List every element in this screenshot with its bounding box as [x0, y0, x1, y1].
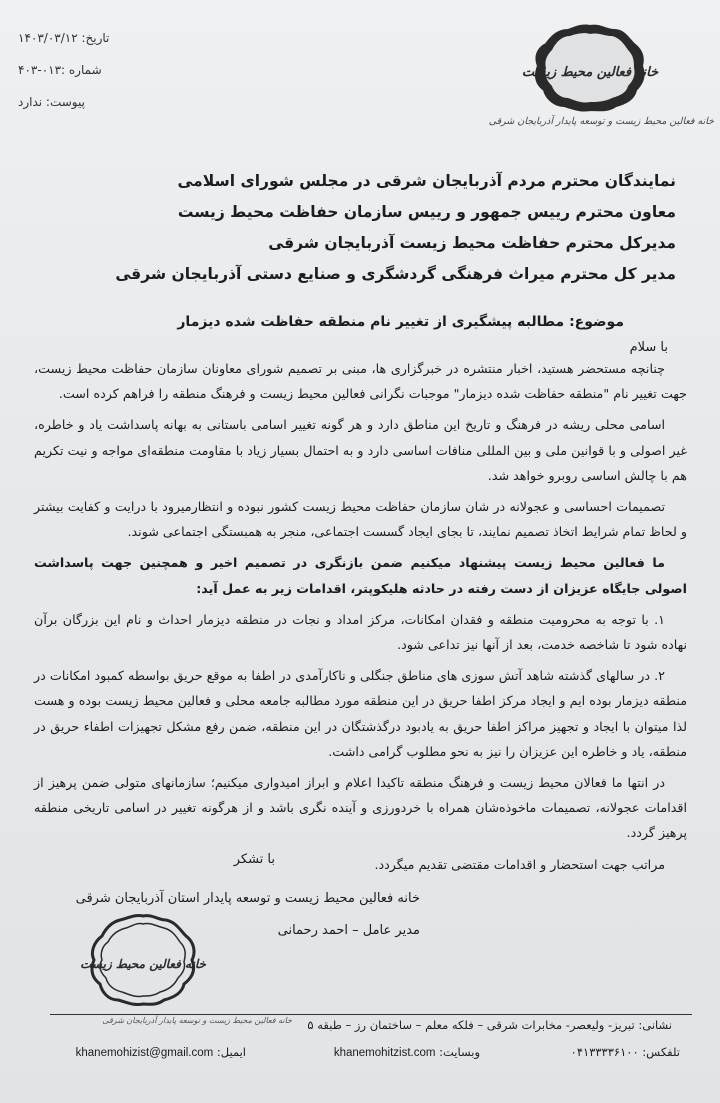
body-paragraph: ما فعالین محیط زیست پیشنهاد میکنیم ضمن بازنگری در تصمیم اخیر و همچنین جهت پاسداشت اصولی جایگاه عزیزان از دست رفته در حادثه هلیکوپتر، اقدامات زیر به عمل آید:	[34, 555, 687, 596]
letter-meta	[18, 22, 218, 118]
closing-thanks: با تشکر	[233, 852, 275, 867]
body-paragraph: تصمیمات احساسی و عجولانه در شان سازمان حفاظت محیط زیست کشور نبوده و انتظارمیرود با درایت و کفایت بیشتر و لحاظ تمام شرایط اتخاذ تصمیم نمایند، تا بجای ایجاد گسست اجتماعی، منجر به همبستگی اجتماعی شوند.	[34, 499, 687, 540]
signoff-signer: مدیر عامل – احمد رحمانی	[277, 923, 420, 938]
stamp-text: خانه فعالین محیط زیست	[80, 957, 206, 971]
letter-number: شماره :۰۱۳-۴۰۳	[18, 63, 102, 77]
body-paragraph: چنانچه مستحضر هستید، اخبار منتشره در خبرگزاری ها، مبنی بر تصمیم شورای معاونان سازمان حفاظت محیط زیست، جهت تغییر نام "منطقه حفاظت شده دیزمار" موجبات نگرانی فعالین محیط زیست و فرهنگ منطقه را فراهم کرده است.	[34, 361, 687, 402]
signoff-organization: خانه فعالین محیط زیست و توسعه پایدار استان آذربایجان شرقی	[75, 891, 420, 906]
body-paragraph: اسامی محلی ریشه در فرهنگ و تاریخ این مناطق دارد و هر گونه تغییر اسامی باستانی به بهانه پاسداشت یاد و خاطره، غیر اصولی و با قوانین ملی و بین المللی منافات اساسی دارد و به احتمال بسیار زیاد با مقاومت منطقه‌ای مواجه و نیت تکریم هم با چالش اساسی روبرو خواهد شد.	[34, 417, 687, 483]
addressee-line: معاون محترم رییس جمهور و رییس سازمان حفاظت محیط زیست	[177, 203, 676, 221]
footer-address: نشانی: تبریز- ولیعصر- مخابرات شرقی – فلکه معلم – ساختمان رز – طبقه ۵	[307, 1018, 672, 1032]
footer-website	[334, 1045, 480, 1059]
body-paragraph: مراتب جهت استحضار و اقدامات مقتضی تقدیم میگردد.	[374, 856, 665, 872]
footer-website-label: وبسایت:	[439, 1045, 480, 1059]
organization-stamp	[80, 912, 206, 1012]
body-numbered-item: ۱. با توجه به محرومیت منطقه و فقدان امکانات، مرکز امداد و نجات در منطقه دیزمار احداث و نام این بزرگان برآن نهاده شود تا شاخصه خدمت، بعد از آنها نیز تداعی شود.	[34, 611, 687, 653]
body-numbered-item: ۲. در سالهای گذشته شاهد آتش سوزی های مناطق جنگلی و ناکارآمدی در اطفا به موقع حریق بواسطه کمبود امکانات در منطقه دیزمار بوده ایم و ایجاد مرکز اطفا حریق در این منطقه مورد مطالبه جامعه محلی و فعالین محیط زیست بوده و هست لذا میتوان با ایجاد و تجهیز مراکز اطفا حریق به یادبود درگذشتگان در این منطقه، ضمن رفع مشکل تجهیزات اطفاء حریق در منطقه، یاد و خاطره این عزیزان را نیز به نحو مطلوب گرامی داشت.	[34, 668, 687, 759]
footer-phone: تلفکس: ۰۴۱۳۳۳۳۶۱۰۰	[570, 1045, 680, 1059]
body-paragraph: در انتها ما فعالان محیط زیست و فرهنگ منطقه تاکیدا اعلام و ابراز امیدواری میکنیم؛ سازمانهای متولی ضمن پرهیز از اقدامات عجولانه، تصمیمات ماخوذه‌شان همراه با خردورزی و آینده نگری باشد و از هرگونه تغییر در اسامی تاریخی منطقه پرهیز گردد.	[34, 775, 687, 841]
footer-email-link[interactable]: khanemohizist@gmail.com	[75, 1047, 214, 1059]
letter-subject: موضوع: مطالبه پیشگیری از تغییر نام منطقه حفاظت شده دیزمار	[177, 314, 624, 330]
stamp-caption: خانه فعالین محیط زیست و توسعه پایدار آذربایجان شرقی	[102, 1016, 292, 1025]
greeting: با سلام	[629, 340, 668, 355]
addressee-line: مدیر کل محترم میراث فرهنگی گردشگری و صنایع دستی آذربایجان شرقی	[115, 265, 676, 283]
addressees-block	[46, 166, 676, 290]
letter-attachment: پیوست: ندارد	[18, 95, 85, 109]
footer-website-link[interactable]: khanemohitzist.com	[333, 1047, 436, 1059]
footer-email	[76, 1045, 246, 1059]
footer-divider	[50, 1014, 692, 1015]
footer-email-label: ایمیل:	[216, 1045, 246, 1059]
organization-logo	[521, 22, 659, 114]
signoff-block	[20, 883, 420, 947]
logo-text: خانه فعالین محیط زیست	[521, 65, 659, 80]
addressee-line: مدیرکل محترم حفاظت محیط زیست آذربایجان شرقی	[268, 234, 676, 252]
addressee-line: نمایندگان محترم مردم آذربایجان شرقی در مجلس شورای اسلامی	[177, 172, 676, 190]
logo-caption: خانه فعالین محیط زیست و توسعه پایدار آذربایجان شرقی	[488, 116, 714, 127]
letter-date: تاریخ: ۱۴۰۳/۰۳/۱۲	[18, 31, 110, 45]
letter-body	[34, 356, 687, 883]
